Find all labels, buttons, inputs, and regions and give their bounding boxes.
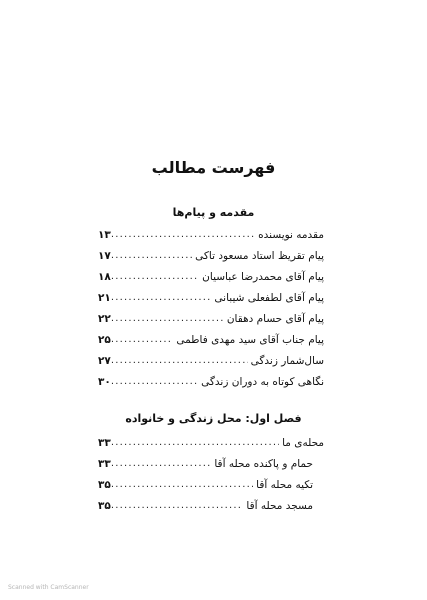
dot-leader: [111, 271, 199, 282]
toc-chapter-1-list: [0, 432, 427, 516]
page-title: فهرست مطالب: [151, 158, 276, 177]
toc-entry-page: ۱۸: [98, 270, 111, 283]
toc-entry[interactable]: [98, 371, 324, 392]
toc-entry[interactable]: [98, 432, 324, 453]
toc-entry-title: مسجد محله آقا: [246, 499, 313, 512]
section-heading-chapter-1: فصل اول: محل زندگی و خانواده: [125, 412, 302, 425]
dot-leader: [111, 355, 248, 366]
toc-entry-page: ۲۵: [98, 333, 111, 346]
toc-entry-title: تکیه محله آقا: [256, 478, 313, 491]
dot-leader: [111, 376, 198, 387]
toc-entry-title: سال‌شمار زندگی: [250, 354, 324, 367]
dot-leader: [111, 479, 253, 490]
toc-entry[interactable]: [98, 474, 313, 495]
toc-entry[interactable]: [98, 308, 324, 329]
toc-entry-page: ۱۷: [98, 249, 111, 262]
toc-entry-page: ۳۳: [98, 436, 111, 449]
toc-entry-page: ۳۵: [98, 499, 111, 512]
dot-leader: [111, 313, 224, 324]
toc-entry-title: پیام آقای محمدرضا عباسیان: [202, 270, 324, 283]
toc-entry[interactable]: [98, 266, 324, 287]
dot-leader: [111, 437, 279, 448]
dot-leader: [111, 500, 244, 511]
dot-leader: [111, 229, 255, 240]
toc-entry-page: ۳۵: [98, 478, 111, 491]
toc-entry-title: پیام آقای حسام دهقان: [226, 312, 324, 325]
toc-entry-title: پیام تقریظ استاد مسعود تاکی: [195, 249, 324, 262]
toc-entry[interactable]: [98, 350, 324, 371]
toc-entry-page: ۲۷: [98, 354, 111, 367]
section-heading-intro: مقدمه و پیام‌ها: [172, 206, 255, 219]
toc-entry[interactable]: [98, 224, 324, 245]
dot-leader: [111, 292, 212, 303]
toc-entry[interactable]: [98, 453, 313, 474]
toc-entry-page: ۲۲: [98, 312, 111, 325]
toc-intro-list: [0, 224, 427, 392]
dot-leader: [111, 458, 212, 469]
toc-entry[interactable]: [98, 287, 324, 308]
toc-entry-title: حمام و پاکنده محله آقا: [214, 457, 313, 470]
dot-leader: [111, 334, 174, 345]
toc-entry[interactable]: [98, 329, 324, 350]
dot-leader: [111, 250, 192, 261]
toc-entry-title: محله‌ی ما: [282, 436, 324, 449]
toc-entry-title: پیام آقای لطفعلی شیبانی: [214, 291, 324, 304]
toc-entry-page: ۳۰: [98, 375, 111, 388]
toc-entry-title: پیام جناب آقای سید مهدی فاطمی: [176, 333, 324, 346]
toc-entry[interactable]: [98, 245, 324, 266]
toc-entry-page: ۱۳: [98, 228, 111, 241]
toc-entry-page: ۳۳: [98, 457, 111, 470]
toc-entry-title: نگاهی کوتاه به دوران زندگی: [201, 375, 324, 388]
toc-entry-page: ۲۱: [98, 291, 111, 304]
scanner-watermark: Scanned with CamScanner: [8, 584, 89, 591]
toc-entry[interactable]: [98, 495, 313, 516]
toc-entry-title: مقدمه نویسنده: [258, 228, 324, 241]
